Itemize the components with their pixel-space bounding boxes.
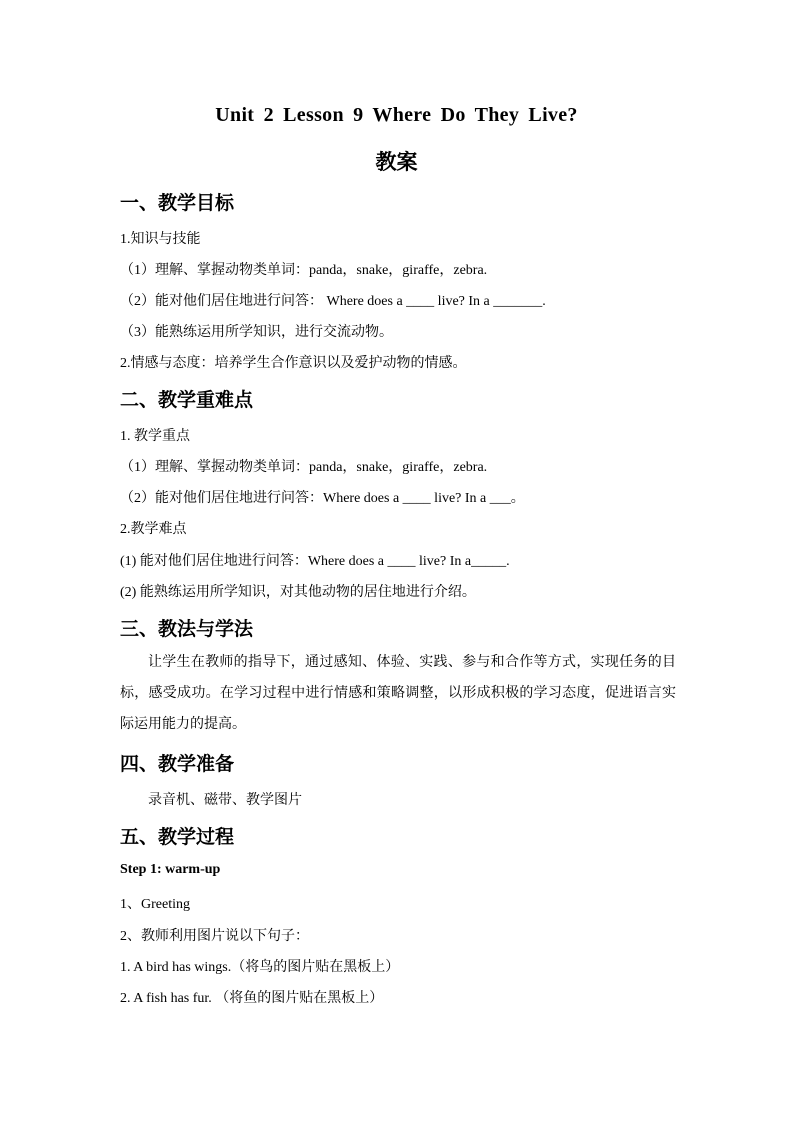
page-subtitle: 教案 (375, 150, 418, 174)
text-line: 1. A bird has wings.（将鸟的图片贴在黑板上） (120, 960, 400, 975)
section-heading-objectives: 一、教学目标 (120, 192, 235, 214)
text-line: 2.情感与态度：培养学生合作意识以及爱护动物的情感。 (120, 356, 467, 371)
section-heading-key-points: 二、教学重难点 (120, 389, 254, 411)
text-line: 1、Greeting (120, 897, 190, 912)
text-line: 1.知识与技能 (120, 232, 201, 247)
text-line: 2、教师利用图片说以下句子： (120, 929, 309, 944)
text-line: （2）能对他们居住地进行问答：Where does a ____ live? In a ___。 (120, 491, 525, 506)
text-line: 录音机、磁带、教学图片 (148, 793, 302, 808)
text-line: 2.教学难点 (120, 522, 187, 537)
section-heading-methods: 三、教法与学法 (120, 618, 254, 640)
text-line: （3）能熟练运用所学知识，进行交流动物。 (120, 325, 393, 340)
body-paragraph: 让学生在教师的指导下，通过感知、体验、实践、参与和合作等方式，实现任务的目标，感受成功。在学习过程中进行情感和策略调整，以形成积极的学习态度，促进语言实际运用能力的提高。 (120, 655, 676, 732)
section-heading-preparation: 四、教学准备 (120, 753, 235, 775)
text-line: （1）理解、掌握动物类单词：panda，snake，giraffe，zebra. (120, 460, 488, 475)
step-heading: Step 1: warm-up (120, 862, 221, 877)
page-title: Unit 2 Lesson 9 Where Do They Live? (215, 104, 578, 126)
text-line: （2）能对他们居住地进行问答： Where does a ____ live? In a _______. (120, 294, 546, 309)
section-heading-process: 五、教学过程 (120, 826, 235, 848)
text-line: （1）理解、掌握动物类单词：panda，snake，giraffe，zebra. (120, 263, 488, 278)
text-line: (2) 能熟练运用所学知识，对其他动物的居住地进行介绍。 (120, 585, 476, 600)
text-line: 1. 教学重点 (120, 429, 190, 444)
text-line: (1) 能对他们居住地进行问答：Where does a ____ live? In a_____. (120, 554, 510, 569)
text-line: 2. A fish has fur. （将鱼的图片贴在黑板上） (120, 991, 384, 1006)
